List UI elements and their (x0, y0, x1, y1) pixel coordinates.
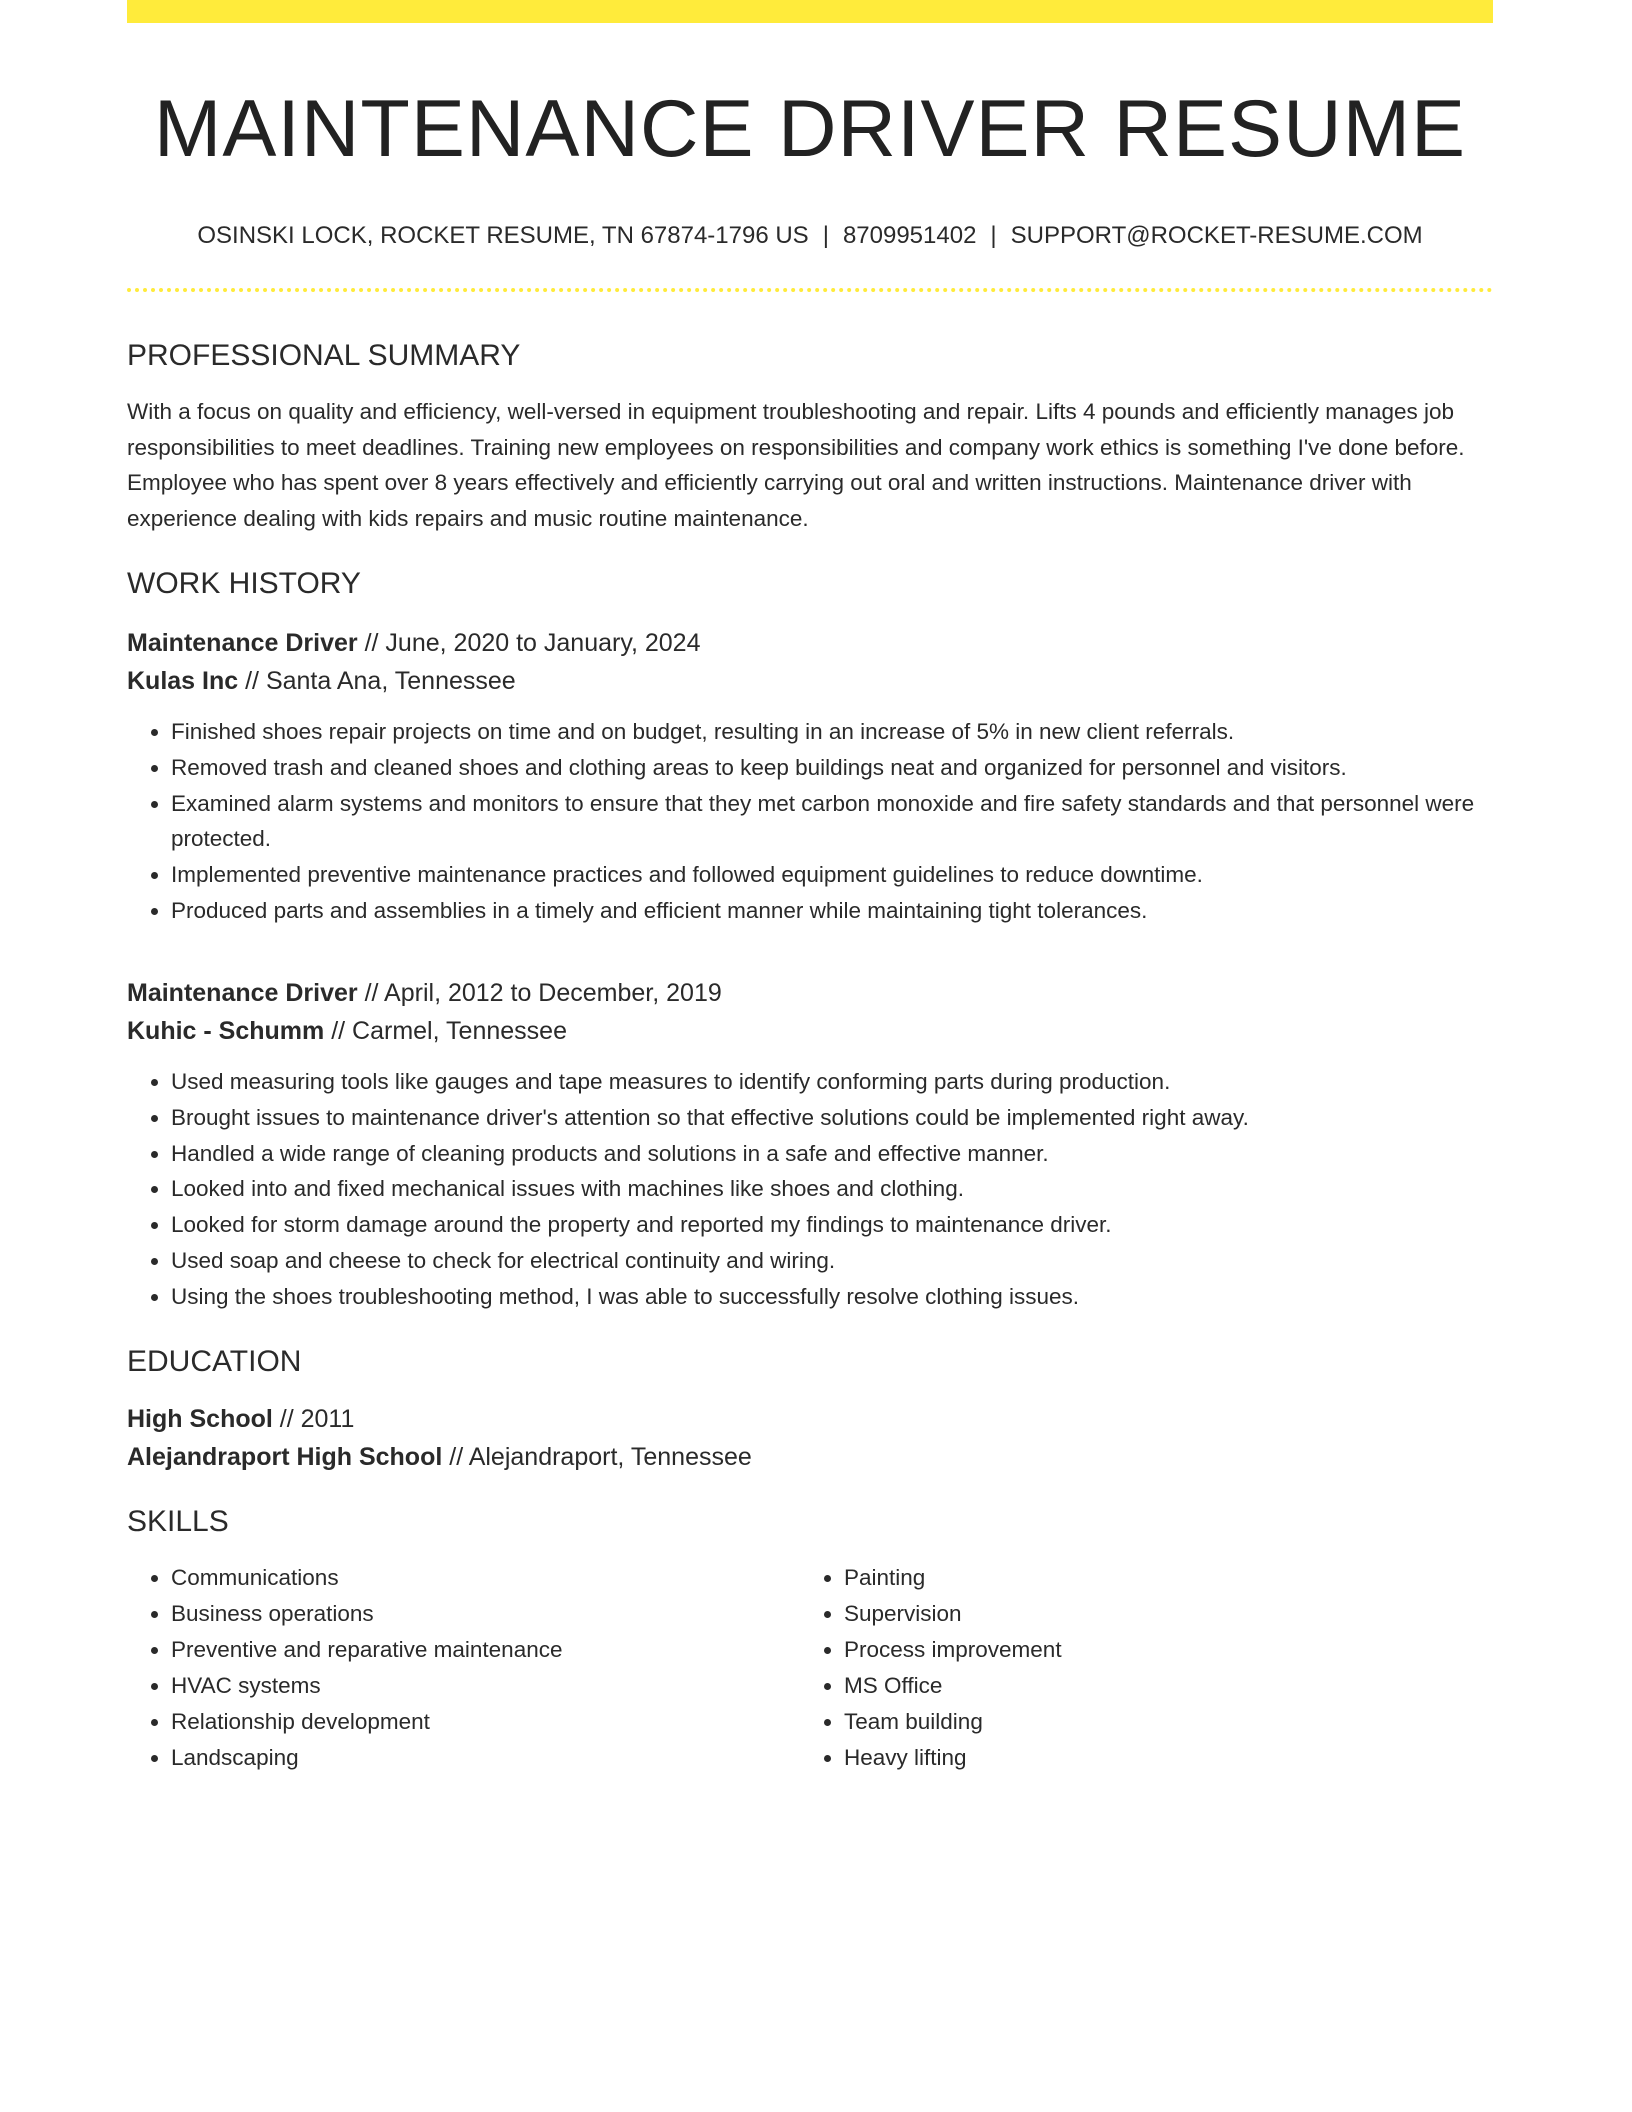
summary-text: With a focus on quality and efficiency, well-versed in equipment troubleshooting and repair. Lifts 4 pounds and efficiently manages job responsibilities to meet deadlines. Training new employees on responsibilities and company work ethics is something I've done before. Employee who has spent over 8 years effectively and efficiently carrying out oral and written instructions. Maintenance driver with experience dealing with kids repairs and music routine maintenance. (127, 399, 1465, 531)
skill-item: • Relationship development (171, 1704, 800, 1740)
skills-columns (127, 1560, 1493, 1776)
education-school-line (127, 1438, 1493, 1476)
resume-page (127, 0, 1493, 1776)
job-bullet: • Examined alarm systems and monitors to ensure that they met carbon monoxide and fire safety standards and that personnel were protected. (171, 786, 1493, 857)
skill-item: • Communications (171, 1560, 800, 1596)
contact-separator: | (822, 222, 829, 250)
job-entry (127, 624, 1493, 928)
job-bullet: • Produced parts and assemblies in a timely and efficient manner while maintaining tight tolerances. (171, 893, 1493, 929)
resume-title: MAINTENANCE DRIVER RESUME (153, 84, 1467, 174)
contact-email: SUPPORT@ROCKET-RESUME.COM (1010, 222, 1423, 250)
job-bullet: • Finished shoes repair projects on time and on budget, resulting in an increase of 5% in new client referrals. (171, 714, 1493, 750)
skill-item: • Process improvement (844, 1632, 1420, 1668)
job-bullet: • Looked for storm damage around the property and reported my findings to maintenance driver. (171, 1207, 1493, 1243)
skill-item: • Preventive and reparative maintenance (171, 1632, 800, 1668)
work-history-heading: WORK HISTORY (127, 567, 361, 601)
skill-item: • HVAC systems (171, 1668, 800, 1704)
summary-heading: PROFESSIONAL SUMMARY (127, 339, 521, 373)
education-degree-line (127, 1400, 1493, 1438)
job-location: // Carmel, Tennessee (331, 1017, 567, 1046)
job-bullet: • Removed trash and cleaned shoes and clothing areas to keep buildings neat and organized for personnel and visitors. (171, 750, 1493, 786)
skills-list (127, 1560, 800, 1776)
education-year: // 2011 (279, 1405, 355, 1434)
skill-item: • Heavy lifting (844, 1740, 1420, 1776)
skills-column-right (800, 1560, 1420, 1776)
job-company-line (127, 1012, 1493, 1050)
job-company: Kuhic - Schumm (127, 1017, 325, 1046)
job-bullet: • Brought issues to maintenance driver's attention so that effective solutions could be implemented right away. (171, 1100, 1493, 1136)
job-title-line (127, 974, 1493, 1012)
education-location: // Alejandraport, Tennessee (449, 1443, 752, 1472)
skills-list (800, 1560, 1420, 1776)
skill-item: • MS Office (844, 1668, 1420, 1704)
contact-separator: | (990, 222, 997, 250)
dotted-divider (127, 288, 1493, 292)
job-dates: // April, 2012 to December, 2019 (364, 979, 722, 1008)
job-title: Maintenance Driver (127, 629, 358, 658)
job-bullet: • Looked into and fixed mechanical issues with machines like shoes and clothing. (171, 1171, 1493, 1207)
education-school: Alejandraport High School (127, 1443, 443, 1472)
job-bullet: • Used measuring tools like gauges and tape measures to identify conforming parts during production. (171, 1064, 1493, 1100)
job-title-line (127, 624, 1493, 662)
job-bullets (127, 1064, 1493, 1314)
skill-item: • Painting (844, 1560, 1420, 1596)
job-dates: // June, 2020 to January, 2024 (364, 629, 701, 658)
job-bullet: • Implemented preventive maintenance practices and followed equipment guidelines to reduce downtime. (171, 857, 1493, 893)
job-location: // Santa Ana, Tennessee (245, 667, 516, 696)
job-entry (127, 974, 1493, 1314)
job-company: Kulas Inc (127, 667, 239, 696)
contact-line (127, 222, 1493, 250)
job-bullet: • Used soap and cheese to check for electrical continuity and wiring. (171, 1243, 1493, 1279)
skill-item: • Team building (844, 1704, 1420, 1740)
skill-item: • Supervision (844, 1596, 1420, 1632)
job-title: Maintenance Driver (127, 979, 358, 1008)
education-degree: High School (127, 1405, 273, 1434)
skills-heading: SKILLS (127, 1505, 229, 1539)
skill-item: • Business operations (171, 1596, 800, 1632)
job-bullet: • Handled a wide range of cleaning products and solutions in a safe and effective manner. (171, 1136, 1493, 1172)
contact-address: OSINSKI LOCK, ROCKET RESUME, TN 67874-1796 US (197, 222, 809, 250)
education-heading: EDUCATION (127, 1345, 302, 1379)
contact-phone: 8709951402 (842, 222, 977, 250)
accent-bar (127, 0, 1493, 23)
job-company-line (127, 662, 1493, 700)
skill-item: • Landscaping (171, 1740, 800, 1776)
skills-column-left (127, 1560, 800, 1776)
job-bullet: • Using the shoes troubleshooting method, I was able to successfully resolve clothing issues. (171, 1279, 1493, 1315)
job-bullets (127, 714, 1493, 928)
